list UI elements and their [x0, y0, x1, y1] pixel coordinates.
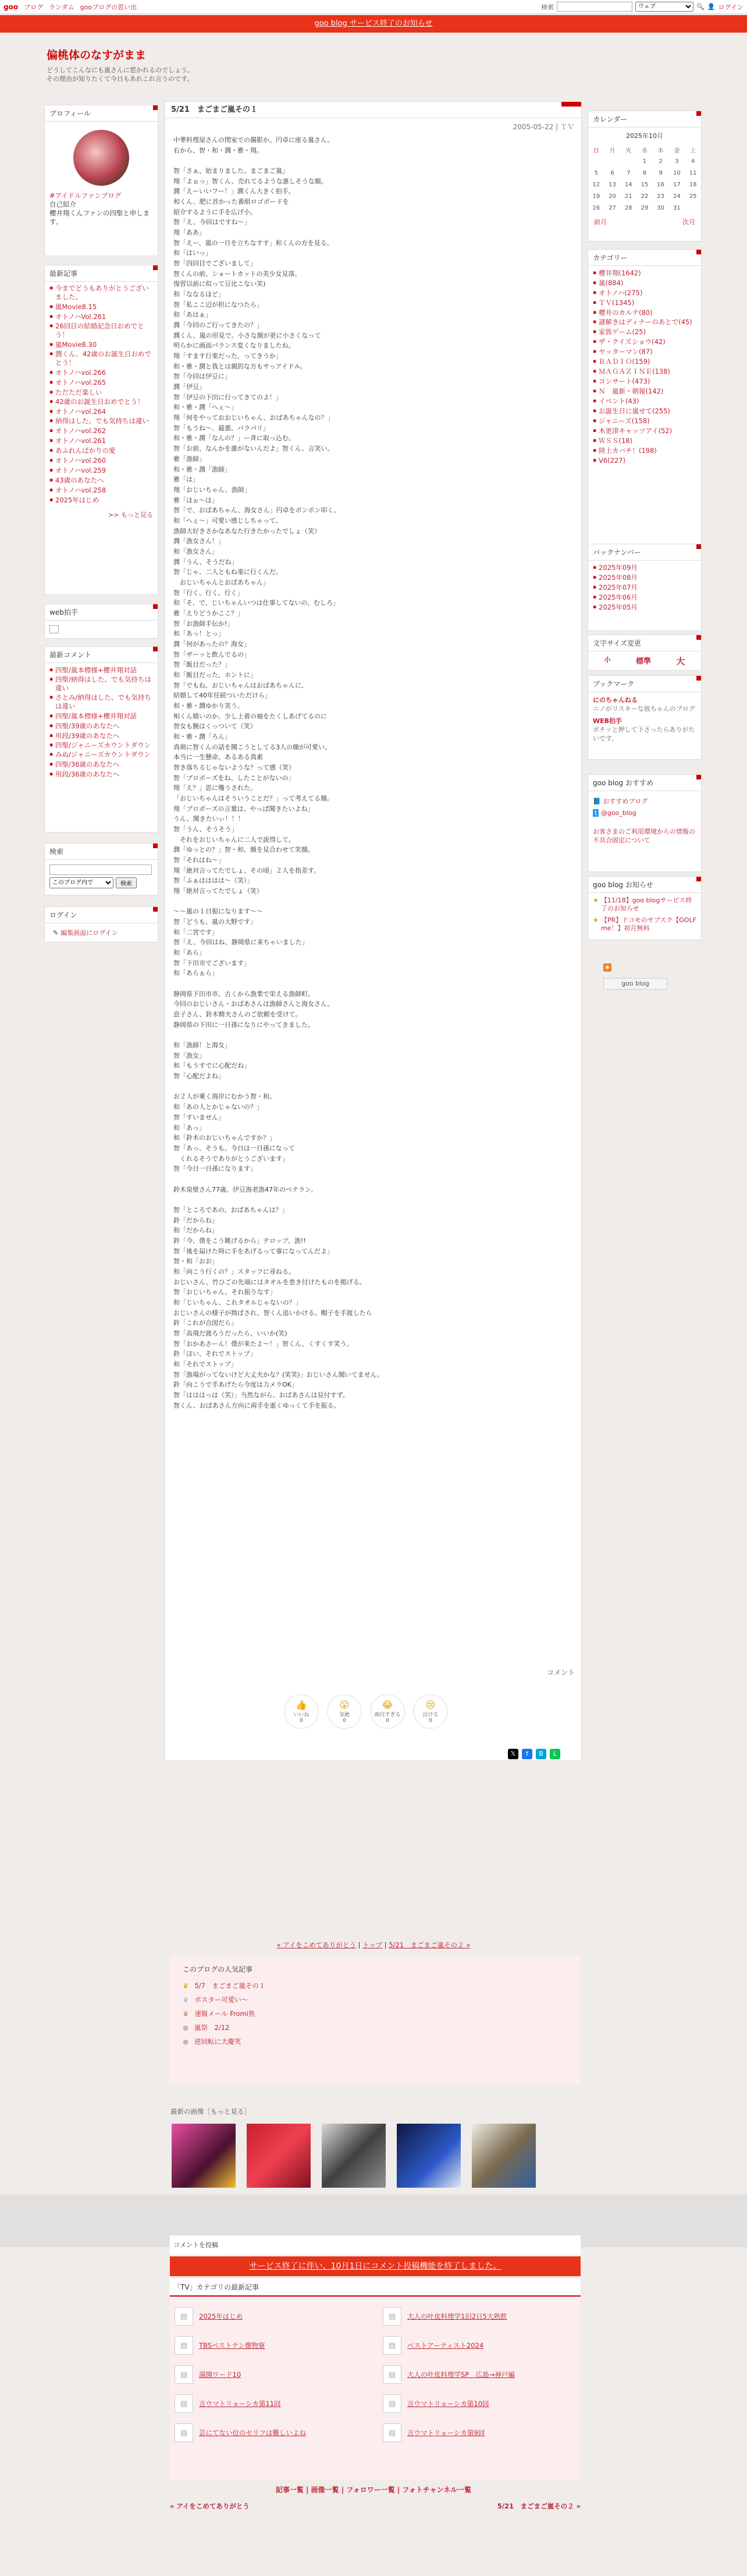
category-latest-label[interactable]: 言ウマトリョーシカ第10回 [407, 2400, 489, 2408]
recent-comment-item[interactable]: ▪ 用段/36歳のあなたへ [49, 770, 153, 779]
document-icon: ▤ [175, 2423, 193, 2442]
top-search-input[interactable] [557, 2, 632, 12]
weekday: 土 [690, 147, 696, 154]
calendar-day: 12 [592, 181, 600, 188]
recent-post-item[interactable]: ▪ ただただ楽しい [49, 388, 153, 397]
document-icon: ▤ [383, 2365, 401, 2384]
reaction-label: 面白すぎる [374, 1712, 401, 1718]
footer-prev-next [170, 2501, 581, 2511]
rss-icon[interactable]: ◉ [603, 963, 611, 972]
category-item[interactable]: ▪ 木更津キャッツアイ(52) [593, 426, 696, 435]
category-latest-grid [170, 2297, 581, 2442]
recent-post-item[interactable]: ▪ 43歳のあなたへ [49, 476, 153, 485]
goo-news-item[interactable] [593, 916, 696, 933]
profile-box [44, 105, 158, 256]
goo-recommend-notice[interactable]: お客さまのご利用環境からの情報の不具合固定について [593, 828, 695, 844]
calendar-day: 27 [609, 204, 616, 211]
post-date-category[interactable]: 2005-05-22 | ＴＶ [513, 123, 574, 131]
category-item[interactable]: ▪ お誕生日に嵐せて(255) [593, 406, 696, 416]
hatena-share-icon[interactable]: B [536, 1749, 546, 1759]
reaction-label: 泣ける [422, 1712, 439, 1718]
weekday: 日 [593, 147, 599, 154]
backnumber-item[interactable]: ▪ 2025年05月 [593, 603, 696, 612]
goo-news-label[interactable]: 【PR】ドコモのサブスク【GOLF me！】初月無料 [600, 916, 696, 932]
calendar-day: 5 [594, 169, 599, 176]
recent-post-item[interactable]: ▪ 2025年はじめ [49, 495, 153, 505]
category-item[interactable]: ▪ ヤッターマン(87) [593, 347, 696, 356]
calendar-day [620, 155, 636, 167]
document-icon: ▤ [175, 2394, 193, 2413]
reaction-count: 0 [386, 1718, 389, 1724]
calendar-month: 2025年10月 [626, 132, 663, 140]
category-item[interactable]: ▪ ＴＶ(1345) [593, 298, 696, 307]
recent-posts-heading: 最新記事 [45, 265, 158, 282]
comment-closed-notice[interactable] [170, 2256, 581, 2276]
topbar-login-link[interactable]: ログイン [718, 3, 744, 11]
backnumber-box [588, 544, 702, 631]
service-notice-banner[interactable] [0, 15, 747, 33]
profile-avatar [73, 130, 129, 186]
calendar-day: 17 [673, 181, 681, 188]
category-item[interactable]: ▪ ＷＳＳ(18) [593, 436, 696, 445]
recent-images [172, 2124, 536, 2188]
desc-line-2: その理由が知りたくて今日もあれこれ言うのです。 [47, 75, 194, 83]
reaction-like[interactable] [284, 1694, 319, 1729]
calendar-day: 15 [641, 181, 649, 188]
font-size-normal[interactable]: 標準 [635, 657, 651, 666]
backnumber-item[interactable]: ▪ 2025年06月 [593, 593, 696, 602]
calendar-day: 26 [592, 204, 600, 211]
recent-post-item[interactable]: ▪ 今までどうもありがとうございました。 [49, 284, 153, 302]
login-box [44, 906, 158, 942]
popular-item-label[interactable]: ポスター可愛い～ [194, 1996, 248, 2004]
category-item[interactable]: ▪ 嵐(884) [593, 278, 696, 288]
document-icon: ▤ [175, 2336, 193, 2355]
backnumber-heading: バックナンバー [588, 544, 701, 561]
category-latest-label[interactable]: TBSベストテン懐物寮 [199, 2341, 265, 2350]
search-icon[interactable]: 🔍 [696, 3, 705, 10]
reaction-cry[interactable] [413, 1694, 448, 1729]
category-latest-item[interactable] [175, 2307, 368, 2326]
font-size-large[interactable]: 大 [676, 656, 685, 667]
bookmark-desc: ニノがリスキーな彼ちゃんのブログ [593, 705, 695, 713]
recent-comment-item[interactable]: ▪ 四聖/納得はした、でも気持ちは違い [49, 675, 153, 693]
crown-icon: ♛ [183, 1982, 189, 1990]
reaction-count: 0 [343, 1718, 346, 1724]
recent-comment-item[interactable]: ▪ 四聖/39歳のあなたへ [49, 721, 153, 731]
category-item[interactable]: ▪ コンサート(473) [593, 377, 696, 386]
goo-recommend-label[interactable]: @goo_blog [600, 809, 636, 817]
calendar-day [604, 155, 621, 167]
recent-post-item[interactable]: ▪ オトノハvol.260 [49, 456, 153, 465]
calendar-day: 16 [657, 181, 665, 188]
calendar-day: 20 [609, 193, 616, 200]
circle-icon: ● [183, 2038, 189, 2046]
login-heading: ログイン [45, 907, 158, 923]
category-item[interactable]: ▪ ＭＡＧＡＺＩＮＥ(138) [593, 367, 696, 376]
recent-post-item[interactable]: ▪ あふれんばかりの愛 [49, 446, 153, 455]
category-item[interactable]: ▪ 謎解きはディナーのあとで(45) [593, 318, 696, 327]
weekday: 木 [657, 147, 664, 154]
document-icon: ▤ [175, 2307, 193, 2326]
calendar-day [588, 155, 604, 167]
recent-comments-heading: 最新コメント [45, 647, 158, 663]
recent-post-item[interactable]: ▪ オトノハvol.264 [49, 407, 153, 416]
category-item[interactable]: ▪ 櫻井のカルテ(80) [593, 308, 696, 317]
calendar-day: 29 [641, 204, 649, 211]
document-icon: ▤ [175, 2365, 193, 2384]
calendar-table [588, 144, 701, 214]
star-icon: ★ [593, 897, 599, 904]
category-item[interactable]: ▪ ジャニーズ(158) [593, 416, 696, 426]
profile-name[interactable]: #アイドルファンブログ [49, 192, 122, 200]
post-title[interactable]: 5/21 まごまご嵐その１ [165, 102, 581, 118]
calendar-day: 6 [610, 169, 614, 176]
calendar-day: 8 [642, 169, 647, 176]
recent-comment-item[interactable]: ▪ 四聖/36歳のあなたへ [49, 760, 153, 769]
backnumber-item[interactable]: ▪ 2025年08月 [593, 573, 696, 582]
web-clap-heading: web拍手 [45, 604, 158, 621]
goo-recommend-item[interactable] [593, 807, 696, 819]
calendar-day: 1 [642, 158, 647, 165]
goo-news-item[interactable] [593, 897, 696, 913]
weekday: 火 [625, 147, 632, 154]
blog-description [47, 66, 194, 83]
calendar-day: 13 [609, 181, 616, 188]
recent-post-item[interactable]: ▪ 納得はした。でも気持ちは違い [49, 417, 153, 426]
recent-comment-item[interactable]: ▪ みぬ/ジャニーズカウントダウン [49, 750, 153, 759]
calendar-day: 9 [659, 169, 663, 176]
goo-recommend-heading: goo blog おすすめ [588, 775, 701, 791]
category-latest-label[interactable]: 言ウマトリョーシカ第11回 [199, 2400, 281, 2408]
goo-recommend-item[interactable] [593, 796, 696, 807]
reaction-surprise[interactable] [327, 1694, 362, 1729]
categories-heading: カテゴリー [588, 250, 701, 266]
blog-icon: 📘 [593, 798, 601, 805]
font-size-small[interactable]: 小 [604, 656, 611, 664]
category-latest-heading: 「TV」カテゴリの最新記事 [170, 2279, 581, 2297]
search-box [44, 843, 158, 895]
category-latest-label[interactable]: 満開ワード10 [199, 2371, 241, 2379]
popular-posts [170, 1955, 581, 2084]
reaction-buttons [284, 1694, 448, 1729]
profile-intro: 櫻井翔くんファンの四聖と申します。 [49, 209, 150, 226]
calendar-day: 19 [592, 193, 600, 200]
bookmark-link[interactable]: にのちゃんねる [593, 696, 638, 704]
prev-post-link[interactable]: « アイをこめてありがとう [276, 1941, 356, 1949]
category-latest-label[interactable]: 2025年はじめ [199, 2312, 243, 2320]
popular-item[interactable] [183, 2021, 568, 2035]
category-latest-item[interactable] [383, 2394, 576, 2413]
category-latest-label[interactable]: 芸にてない位のセリフは難しいよね [199, 2429, 306, 2437]
recent-post-item[interactable]: ▪ 26回目の結婚記念日おめでとう！ [49, 322, 153, 339]
reaction-like-icon: 👍 [296, 1699, 307, 1710]
web-clap-box [44, 604, 158, 639]
blog-search-input[interactable] [49, 864, 152, 875]
profile-intro-label: 自己紹介 [49, 200, 76, 208]
topbar-link-memories[interactable]: gooブログの思い出 [80, 3, 137, 11]
calendar-day: 14 [624, 181, 632, 188]
category-latest-label[interactable]: 言ウマトリョーシカ第9回 [407, 2429, 485, 2437]
search-label: 検索 [541, 3, 554, 11]
recent-post-item[interactable]: ▪ 嵐Movie8.15 [49, 302, 153, 311]
document-icon: ▤ [383, 2423, 401, 2442]
login-icon: 👤 [707, 3, 716, 10]
category-item[interactable]: ▪ 陸上カバチ！(198) [593, 446, 696, 455]
recent-image-thumb[interactable] [172, 2124, 236, 2188]
goo-news-label[interactable]: 【11/18】goo blogサービス終了のお知らせ [600, 897, 692, 912]
recent-post-item[interactable]: ▪ オトノハvol.259 [49, 466, 153, 475]
popular-item-label[interactable]: 速報メール Fromi焦 [194, 2010, 255, 2018]
goo-news-heading: goo blog お知らせ [588, 877, 701, 893]
bookmark-box [588, 675, 702, 760]
goo-recommend-label[interactable]: おすすめブログ [603, 798, 648, 805]
circle-icon: ● [183, 2024, 189, 2032]
backnumber-item[interactable]: ▪ 2025年09月 [593, 563, 696, 572]
reaction-label: 気絶 [339, 1712, 350, 1718]
comment-link[interactable]: コメント [547, 1668, 575, 1677]
calendar-next-link[interactable]: 次月 [682, 218, 695, 226]
recent-post-item[interactable]: ▪ 潤くん、42歳のお誕生日おめでとう！ [49, 350, 153, 367]
backnumber-item[interactable]: ▪ 2025年07月 [593, 583, 696, 592]
calendar-prev-link[interactable]: 前月 [594, 218, 607, 226]
top-navbar [0, 0, 747, 14]
calendar-day: 31 [673, 204, 681, 211]
recent-post-item[interactable]: ▪ オトノハvol.266 [49, 368, 153, 377]
reaction-label: いいね [293, 1712, 310, 1718]
weekday: 月 [609, 147, 616, 154]
weekday: 水 [641, 147, 648, 154]
footer-prev-link[interactable]: « アイをこめてありがとう [170, 2502, 250, 2510]
category-latest-label[interactable]: 大人の叶皮料理学1旧2日5大熟飲 [407, 2312, 507, 2320]
reaction-count: 0 [300, 1718, 303, 1724]
category-item[interactable]: ▪ ザ・クイズショウ(42) [593, 337, 696, 346]
next-post-link[interactable]: 5/21 まごまご嵐その２ » [389, 1941, 471, 1949]
blog-title[interactable]: 偏桃体のなすがまま [47, 49, 147, 62]
share-bar [508, 1749, 560, 1759]
categories-list [588, 266, 701, 468]
crown-icon: ♛ [183, 2010, 189, 2018]
recent-images-heading[interactable]: 最新の画像［もっと見る］ [170, 2107, 251, 2116]
recent-post-item[interactable]: ▪ オトノハvol.265 [49, 378, 153, 387]
popular-heading: このブログの人気記事 [183, 1965, 253, 1973]
category-item[interactable]: ▪ 櫻井翔(1642) [593, 268, 696, 278]
categories-box [588, 249, 702, 581]
footer-links[interactable]: 記事一覧 | 画像一覧 | フォロワー一覧 | フォトチャンネル一覧 [275, 2486, 472, 2494]
calendar-day: 7 [627, 169, 631, 176]
topbar-link-random[interactable]: ランダム [49, 3, 74, 11]
recent-comments-box [44, 646, 158, 832]
reaction-cry-icon: 😢 [425, 1699, 436, 1710]
blog-search-scope[interactable] [49, 877, 113, 888]
recent-posts-list [45, 282, 158, 508]
popular-item[interactable] [183, 1993, 568, 2007]
top-link[interactable]: トップ [362, 1941, 383, 1949]
recent-image-thumb[interactable] [397, 2124, 461, 2188]
blog-search-button[interactable]: 検索 [116, 877, 137, 888]
recent-comment-item[interactable]: ▪ 四聖/ジャニーズカウントダウン [49, 741, 153, 750]
calendar-day: 22 [641, 193, 649, 200]
category-item[interactable]: ▪ 家族ゲーム(25) [593, 327, 696, 336]
goo-blog-badge[interactable]: goo blog [603, 978, 667, 990]
recent-post-item[interactable]: ▪ オトノハvol.261 [49, 436, 153, 445]
document-icon: ▤ [383, 2307, 401, 2326]
recent-post-item[interactable]: ▪ オトノハvol.262 [49, 426, 153, 435]
popular-item[interactable] [183, 2035, 568, 2049]
category-latest-item[interactable] [175, 2394, 368, 2413]
calendar-box [588, 111, 702, 242]
popular-item[interactable] [183, 2007, 568, 2021]
comment-closed-text[interactable]: サービス終了に伴い、10月1日にコメント投稿機能を終了しました。 [249, 2262, 501, 2271]
facebook-share-icon[interactable]: f [522, 1749, 532, 1759]
post-body: 中華料理屋さんの閉室での撮影か。円卓に座る嵐さん。 右から、智・和・潤・雅・翔。 智「さぁ、始まりました。まごまご嵐」 翔「よぉっ」智くん、売れてるような誰しそうな顔。 潤「えーいいフー！」潤くん大きく拍手。 和くん、肥に首かった番組ロゴボードを 紹介するように手を広げ小。 智「え、今回はですね～」 翔「ああ」 智「えー、嵐の一日を立ちなすす」和くんの方を見る。 和「はいっ」 智「四回目でございまして」 智くんの前、ショートカットの美少女見落。 復習以前に似って豆比こない笑) 和「ななるほど」 智「私ここ辺が担になつたら」 和「あはぁ」 潤「今回のご行ってきたの？」 潤くん、嵐の形見で。小さな顔が更に小さくなって 明らかに画面バランス変くなりましたね。 翔「すます行楽だった、ってきうか」 和・雅・潤と我とは親的な方もサっアイドル。 智「今回は伊豆に」 潤「伊豆」 智「伊豆の下田に行ってきてのよ！」 和・雅・潤「へぇ～」 翔「何をやっておおじいちゃん、おばあちゃんなの？」 智「もうね～、最悪、パラパリ」 和・雅・潤「なんの？」ー斉に取っ込む。 智「お前、なんかを誰がないんだよ」智くん、言笑い。 雅「漁師」 和・雅・潤「漁師」 雅「は」 翔「おじいちゃん、漁師」 雅「ほぉ～ほ」 智「で、おばあちゃん、海女さん」円卓をポンポン叩く。 和「へぇ～」可愛い感じしちゃって。 漁師大好きさかなあなた行きたかったでしょ（笑） 潤「漁女さん！」 和「漁女さん」 潤「うん、そうだね」 智「じゃ、二人ともね楽に行くんだ。 おじいちゃんとおばあちゃん」 智「行く、行く、行く」 和「そ、で、じいちゃんいつは仕事してないの、むしろ」 雅「えりどうかここ？」 智「お漁師手伝か!」 和「あっ！とっ」 潤「何があったの？海女」 智「ザーッと飲んでるの」 智「飯目だった？」 和「飯目だった、ホントに」 智「でもね、おじいちゃんはおばあちゃんに、 結婚して40年任続ついただけら」 和・雅・潤ゆかり笑う。 相くん嬉いのか、少し上着の袖をたくしあげてるのに 智女も腕はくっついて（笑） 和・雅・潤「ろん」 真剣に智くんの話を聞こうとしてる3人の顔が可愛い。 本当に一生懸命、あるある真素 智き落ちるじゃないような？って感（笑） 智「プロポーズをね、したことがないの」 翔「え？」思に嘴うされた。 「おじいちゃんはそういうことだ？」って考えてる顔。 翔「プロポーズの言葉は、やっぱ聞きたいよね」 うん、聞きたいぃ！！！ 智「うん、そうそう」 それをおじいちゃんに二人で説得して。 潤「ゆっとの？」智・和、顔を見合わせて笑顔。 智「それはね～」 翔「絶対言ってたでしょ、その頃」２人を指差す。 智「ふぁはははは～（笑）」 翔「絶対言ってたでしょ（笑） ～～嵐の１日振になります～～ 智「どうも、嵐の大野です」 和「二宮です」 智「え、今回はね、静岡県に来ちゃいました」 和「あら」 智「下田市でございます」 和「あらぁら」 静岡県下田市市。古くから漁業で栄える漁師町。 今回のおじいさん・おばあさんは漁師さんと海女さん。 息子さん、鈴木精夫さんのご依頼を受けて。 静岡県の下田に一日孫になりにやってきました。 和「漁師！と海女」 智「漁女」 和「もうすでに心配だね」 智「心配だよね」 お２人が乗く海岸にむかう智・和。 和「あの人とかじゃないの？」 智「すいません」 和「あっ」 和「鈴木のおじいちゃんですか？」 智「あっ、そうも。今日は一日孫になって くれるそうでありがとうございます」 智「今日一日孫になります」 鈴木泉壁さん77歳。伊豆海老漁47年のベテラン。 智「ところであの、おばあちゃんは？」 鈴「だからね」 和「だからね」 鈴「今、僕をこう眺げるから」テロップ、漁!! 智「後を届けた時に手をあげるって事になってんだよ」 智・和「おお」 和「向こう行くの？」スタッフに尋ねる。 おじいさん、竹ひごの先端にはタオルを巻き付けたものを掲げる。 智「おじいちゃん、それ振りなす」 和「じいちゃん、これタオルじゃないの？」 おじいさんの様子が拗ばされ、智くん追いかける。帽子を手渡したら 鈴「これが合図だら」 智「高飛だ渡ろうだったら、いいか(笑) 智「おかあさーん！僕が来たよ～！」智くん、くすくす笑う。 鈴「ほい、それでストップ」 和「それでストップ」 智「漁場がってないけど大丈夫かな？(笑笑)」おじいさん聞いてません。 鈴「向こうで手あげたら今度は力メラOK」 智「はははっは（笑）」当然ながら、おばあさんは見付すず。 智くん、おばあさん方向に両手を逝くゆっくて手を振る。 [173, 136, 384, 1409]
crown-icon: ♛ [183, 1996, 189, 2004]
pencil-icon: ✎ [53, 929, 59, 937]
calendar-day: 21 [624, 193, 632, 200]
calendar-day: 23 [657, 193, 665, 200]
calendar-day: 4 [691, 158, 695, 165]
popular-item-label[interactable]: 逆回転に大慶笑 [194, 2038, 241, 2046]
category-latest-item[interactable] [175, 2336, 368, 2355]
category-item[interactable]: ▪ Ｎ 嵐新・朝報(142) [593, 387, 696, 396]
recent-image-thumb[interactable] [247, 2124, 311, 2188]
category-latest-item[interactable] [175, 2365, 368, 2384]
backnumber-list [588, 561, 701, 615]
comments-and-category [170, 2235, 581, 2480]
calendar-day: 18 [689, 181, 697, 188]
document-icon: ▤ [383, 2336, 401, 2355]
profile-heading: プロフィール [45, 105, 158, 122]
calendar-day: 11 [689, 169, 697, 176]
category-latest-item[interactable] [175, 2423, 368, 2442]
reaction-funny-icon: 😂 [382, 1699, 393, 1710]
recent-post-item[interactable]: ▪ 嵐Movie8.30 [49, 340, 153, 349]
recent-comment-item[interactable]: ▪ 四聖/嵐本標様+櫻井翔対話 [49, 711, 153, 721]
popular-item-label[interactable]: 5/7 まごまご嵐その１ [194, 1982, 266, 1990]
recent-comment-item[interactable]: ▪ さとみ/納得はした、でも気持ちは違い [49, 693, 153, 711]
calendar-day: 10 [673, 169, 681, 176]
recent-image-thumb[interactable] [322, 2124, 386, 2188]
category-item[interactable]: ▪ ＲＡＤＩＯ(159) [593, 357, 696, 366]
goo-logo[interactable]: goo [3, 2, 19, 11]
popular-item-label[interactable]: 嵐祭 2/12 [194, 2024, 230, 2032]
calendar-day: 25 [689, 193, 697, 200]
calendar-day: 28 [624, 204, 632, 211]
font-size-box [588, 635, 702, 671]
goo-recommend-box [588, 774, 702, 872]
recent-post-item[interactable]: ▪ 42歳のお誕生日おめでとう！ [49, 398, 153, 406]
recent-image-thumb[interactable] [472, 2124, 536, 2188]
font-size-heading: 文字サイズ変更 [588, 635, 701, 651]
blog-post [165, 101, 582, 1761]
bookmark-link[interactable]: WEB拍手 [593, 717, 622, 725]
recent-post-item[interactable]: ▪ オトノハvol.258 [49, 486, 153, 495]
line-share-icon[interactable]: L [550, 1749, 560, 1759]
service-notice-link[interactable]: goo blog サービス終了のお知らせ [314, 19, 433, 28]
weekday: 金 [674, 147, 680, 154]
post-nav: « アイをこめてありがとう | トップ | 5/21 まごまご嵐その２ » [276, 1941, 471, 1949]
reaction-count: 0 [429, 1718, 432, 1724]
recent-post-item[interactable]: ▪ オトノハVol.261 [49, 312, 153, 321]
category-latest-label[interactable]: ベストアーティスト2024 [407, 2341, 484, 2350]
recent-posts-box [44, 265, 158, 595]
x-icon: t [593, 809, 599, 817]
calendar-day: 3 [675, 158, 679, 165]
edit-login-link[interactable]: 編集画面にログイン [61, 929, 118, 937]
recent-comments-list [45, 663, 158, 782]
search-heading: 検索 [45, 844, 158, 860]
bookmark-desc: ポチッと押して下さったらありがたいです。 [593, 726, 695, 742]
calendar-day: 24 [673, 193, 681, 200]
goo-news-box [588, 876, 702, 940]
calendar-day: 30 [657, 204, 665, 211]
category-item[interactable]: ▪ オトノハ(275) [593, 288, 696, 297]
footer-next-link[interactable]: 5/21 まごまご嵐その２ » [497, 2502, 581, 2510]
desc-line-1: どうしてこんなにも嵐さんに惹かれるのでしょう。 [47, 66, 194, 74]
star-icon: ★ [593, 916, 599, 924]
calendar-day: 2 [659, 158, 663, 165]
popular-item[interactable] [183, 1979, 568, 1993]
recent-posts-more-link[interactable]: >> もっと見る [108, 511, 153, 519]
calendar-day [685, 202, 701, 214]
category-item[interactable]: ▪ V6(227) [593, 456, 696, 465]
topbar-link-blog[interactable]: ブログ [24, 3, 44, 11]
document-icon: ▤ [383, 2394, 401, 2413]
reaction-funny[interactable] [370, 1694, 405, 1729]
web-clap-image[interactable] [49, 625, 59, 633]
x-share-icon[interactable]: 𝕏 [508, 1749, 518, 1759]
reaction-surprise-icon: 😮 [339, 1699, 350, 1710]
blog-header [47, 47, 194, 83]
category-latest-item[interactable] [383, 2423, 576, 2442]
category-latest-item[interactable] [383, 2307, 576, 2326]
comment-post-label: コメントを投稿 [170, 2235, 581, 2254]
category-item[interactable]: ▪ イベント(43) [593, 396, 696, 406]
calendar-heading: カレンダー [588, 111, 701, 127]
bookmark-heading: ブックマーク [588, 676, 701, 692]
category-latest-label[interactable]: 大人の叶皮料理学SP 広島→神戸編 [407, 2371, 515, 2379]
search-scope-select[interactable] [635, 2, 693, 12]
category-latest-item[interactable] [383, 2365, 576, 2384]
recent-comment-item[interactable]: ▪ 四聖/嵐本標様+櫻井翔対話 [49, 665, 153, 675]
recent-comment-item[interactable]: ▪ 用段/39歳のあなたへ [49, 731, 153, 740]
category-latest-item[interactable] [383, 2336, 576, 2355]
